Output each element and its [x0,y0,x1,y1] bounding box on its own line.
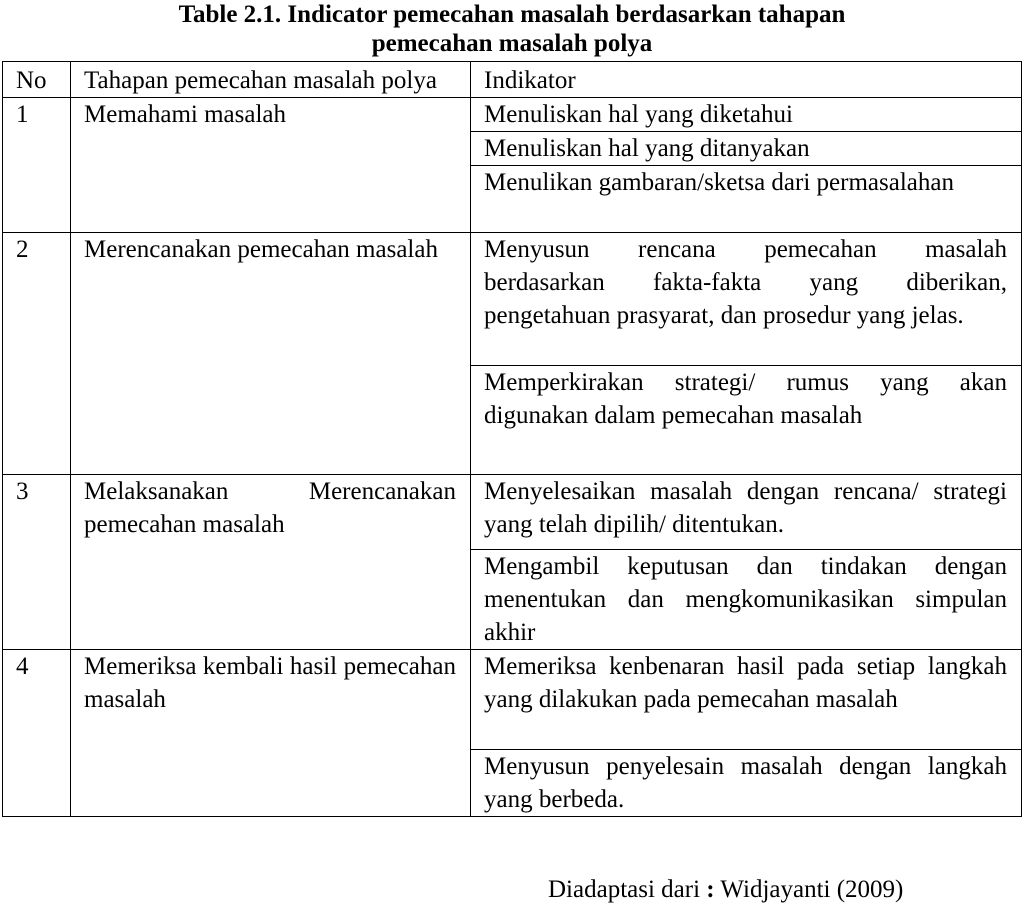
indicator-cell: Menyusun rencana pemecahan masalah berdasarkan fakta-fakta yang diberikan, pengetahuan prasyarat, dan prosedur yang jelas. [471,233,1022,366]
indicator-cell: Menuliskan hal yang diketahui [471,98,1022,132]
source-colon: : [706,876,715,903]
table-header-row [3,62,1022,98]
table-row [3,650,1022,750]
indicator-cell: Memeriksa kenbenaran hasil pada setiap langkah yang dilakukan pada pemecahan masalah [471,650,1022,750]
stage-cell: Memahami masalah [71,98,471,233]
stage-cell: Melaksanakan Merencanakan pemecahan masalah [71,475,471,650]
source-prefix: Diadaptasi dari [548,876,707,903]
indicator-cell: Mengambil keputusan dan tindakan dengan menentukan dan mengkomunikasikan simpulan akhir [471,550,1022,650]
header-no: No [3,62,71,98]
row-number: 1 [3,98,71,233]
row-number: 3 [3,475,71,650]
indicator-cell: Menyusun penyelesain masalah dengan langkah yang berbeda. [471,750,1022,817]
indicator-cell: Menyelesaikan masalah dengan rencana/ strategi yang telah dipilih/ ditentukan. [471,475,1022,550]
indicator-cell: Menuliskan hal yang ditanyakan [471,132,1022,166]
row-number: 4 [3,650,71,817]
row-number: 2 [3,233,71,475]
stage-cell: Memeriksa kembali hasil pemecahan masalah [71,650,471,817]
header-indicator: Indikator [471,62,1022,98]
source-reference: Widjayanti (2009) [714,876,904,903]
table-row [3,475,1022,550]
source-citation [548,873,903,906]
header-stage: Tahapan pemecahan masalah polya [71,62,471,98]
table-row [3,233,1022,366]
table-caption [0,0,1024,58]
polya-indicator-table [2,61,1022,817]
stage-cell: Merencanakan pemecahan masalah [71,233,471,475]
indicator-cell: Memperkirakan strategi/ rumus yang akan digunakan dalam pemecahan masalah [471,366,1022,475]
table-caption-line-1: Table 2.1. Indicator pemecahan masalah berdasarkan tahapan [178,1,846,28]
table-row [3,98,1022,132]
table-caption-line-2: pemecahan masalah polya [371,30,653,57]
indicator-cell: Menulikan gambaran/sketsa dari permasalahan [471,166,1022,233]
